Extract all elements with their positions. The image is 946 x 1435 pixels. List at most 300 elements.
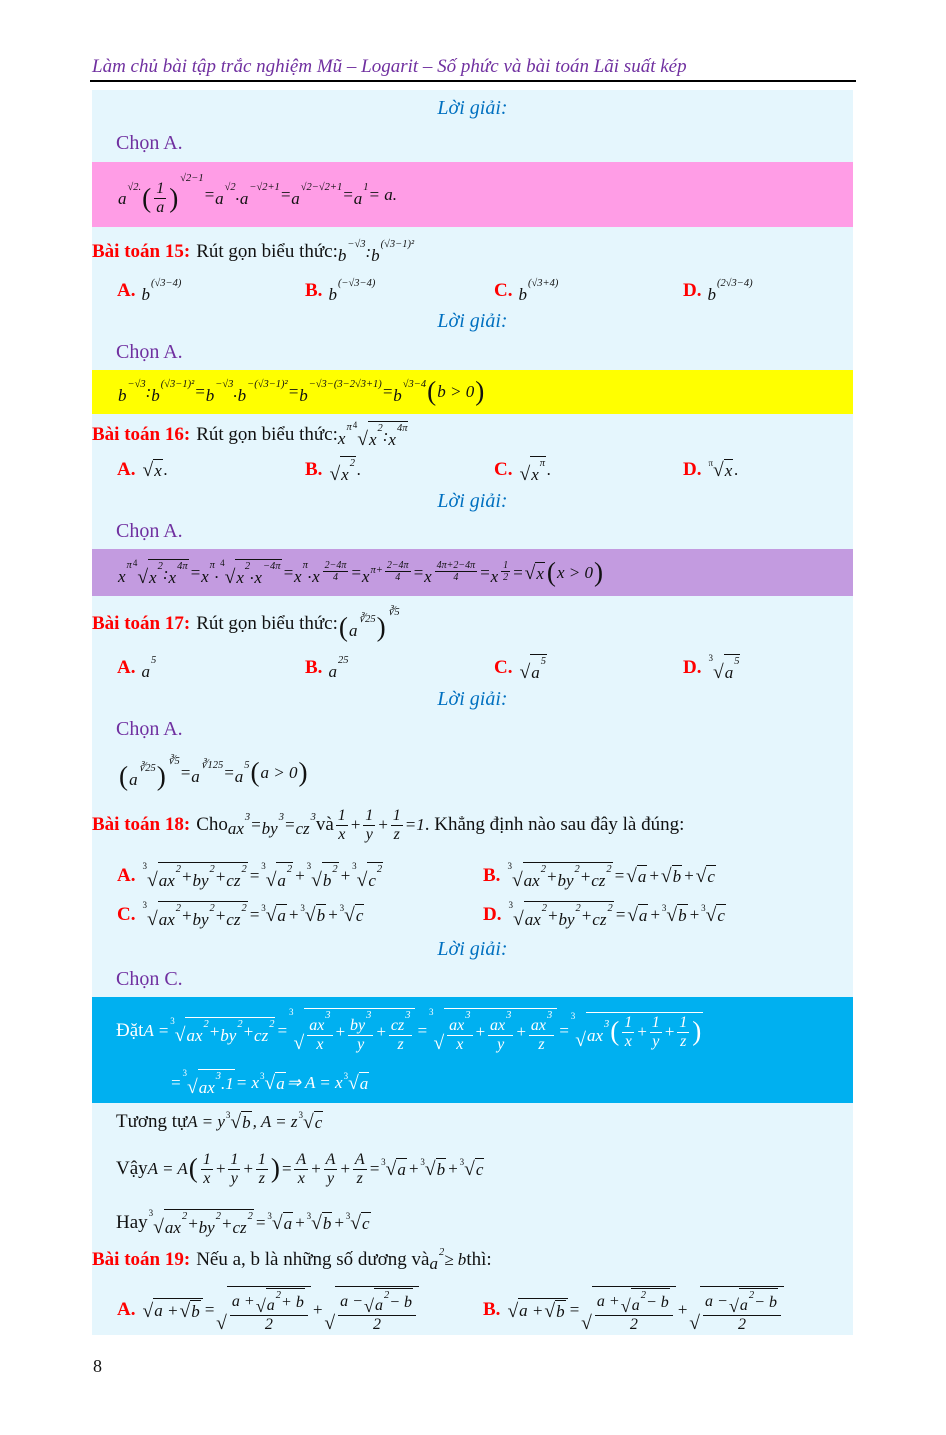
math-text: z <box>397 1036 404 1053</box>
math-text: + <box>545 867 558 887</box>
math-text: (√3−1)² <box>380 238 415 250</box>
power <box>393 379 426 406</box>
numerator <box>294 1151 308 1170</box>
math-text: π <box>539 457 546 469</box>
radical <box>216 1286 311 1333</box>
math-text: = <box>280 1159 293 1179</box>
power-base <box>491 560 499 587</box>
parenthesis: ( <box>250 757 260 788</box>
fraction <box>336 807 348 843</box>
power <box>240 182 280 209</box>
denominator <box>201 1170 212 1188</box>
power-base <box>368 864 376 891</box>
radical <box>621 1288 670 1315</box>
option-b <box>305 274 375 308</box>
radicand <box>276 904 287 926</box>
fraction <box>294 1151 308 1187</box>
solution-formula <box>170 1069 370 1098</box>
solution-formula <box>116 1209 372 1238</box>
math-text: 2 <box>629 1316 638 1333</box>
math-text: 3 <box>366 1010 372 1022</box>
power <box>531 1010 552 1035</box>
math-text: a <box>348 621 358 641</box>
power-base <box>338 239 347 266</box>
power <box>525 903 547 930</box>
problem-label: Bài toán 16: <box>92 424 191 446</box>
radical <box>182 1069 234 1098</box>
solution-heading: Lời giải: <box>437 938 508 960</box>
math-text: (√3−1)² <box>160 378 195 390</box>
math-text: = <box>279 185 292 205</box>
radical-sign-icon: √ <box>627 905 638 927</box>
math-text: a <box>156 199 165 216</box>
math-text: by <box>192 870 209 890</box>
numerator <box>385 560 411 572</box>
math-text: 4π+2−4π <box>436 559 476 571</box>
parenthesis: ( <box>142 182 152 213</box>
radical-sign-icon: √ <box>350 1213 362 1235</box>
math-text: + <box>636 1022 648 1042</box>
power-base <box>240 182 249 209</box>
power-base <box>531 1010 546 1035</box>
math-text: b <box>678 906 687 926</box>
math-text: x <box>203 1169 211 1187</box>
power <box>559 903 581 930</box>
root-index: 4 <box>132 557 138 568</box>
problem-formula <box>338 239 414 266</box>
power <box>309 1010 330 1035</box>
power-base <box>328 655 337 682</box>
power-base <box>391 1010 404 1035</box>
fraction <box>307 1010 332 1053</box>
exponent <box>269 1019 274 1031</box>
exponent <box>263 561 281 573</box>
math-text: ax <box>490 1017 506 1035</box>
fraction <box>323 560 349 583</box>
math-text: 2 <box>503 571 509 583</box>
radical <box>329 456 356 485</box>
math-text: + <box>214 906 227 926</box>
power <box>524 864 546 891</box>
power <box>388 423 407 450</box>
fraction <box>529 1010 554 1053</box>
exponent <box>346 422 351 434</box>
math-text: 2 <box>175 902 182 914</box>
math-text: . <box>214 563 220 583</box>
exponent <box>338 655 349 667</box>
radical-sign-icon: √ <box>293 1033 305 1055</box>
math-text: (−√3−4) <box>337 277 376 289</box>
math-text: x <box>388 429 396 449</box>
math-text: 1 <box>365 806 374 824</box>
answer-choice: Chọn C. <box>116 968 183 990</box>
power <box>149 561 163 588</box>
math-text: 2 <box>607 902 613 914</box>
exponent <box>128 182 142 194</box>
math-text: + <box>294 1213 306 1233</box>
math-text: √2 <box>224 181 236 193</box>
math-text: a − <box>340 1292 363 1310</box>
numerator <box>703 1288 781 1316</box>
radicand <box>361 1212 371 1234</box>
math-text: 2 <box>157 560 163 572</box>
root-index: 4 <box>352 419 358 430</box>
root-index: 3 <box>708 652 713 663</box>
math-text: ∛5 <box>387 606 400 618</box>
radical-sign-icon: √ <box>524 563 536 585</box>
math-text: a <box>359 1074 369 1094</box>
radicand <box>185 1017 275 1046</box>
radical-sign-icon: √ <box>224 566 236 588</box>
math-text: x <box>368 429 377 449</box>
radical-sign-icon: √ <box>519 661 531 683</box>
power-base <box>449 1010 464 1035</box>
math-text: cz <box>592 909 607 929</box>
exponent <box>151 278 181 290</box>
exponent <box>161 379 195 391</box>
radical <box>344 1072 370 1094</box>
option-a <box>117 1282 420 1338</box>
exponent <box>128 379 146 391</box>
math-text: + <box>181 906 193 926</box>
radical <box>507 1298 567 1322</box>
radicand <box>638 904 649 926</box>
radicand <box>322 862 339 891</box>
power <box>267 1290 281 1315</box>
numerator <box>228 1151 240 1170</box>
text-run: . Khẳng định nào sau đây là đúng: <box>424 814 685 836</box>
radical <box>346 1212 371 1234</box>
power <box>118 182 141 209</box>
math-text: b <box>205 385 215 405</box>
math-text: 1 <box>503 559 509 571</box>
power-base <box>141 655 150 682</box>
radicand <box>586 1012 703 1050</box>
power-base <box>291 182 300 209</box>
radical <box>420 1158 446 1180</box>
radical-sign-icon: √ <box>511 869 523 891</box>
radical-sign-icon: √ <box>660 866 672 888</box>
math-text: 3 <box>215 1070 222 1082</box>
exponent <box>358 614 375 626</box>
radical <box>142 862 247 891</box>
radicand <box>316 904 327 926</box>
radical <box>519 654 546 683</box>
problem-19 <box>92 1244 492 1276</box>
math-text: : <box>145 382 152 402</box>
power-base <box>424 560 432 587</box>
power <box>375 1290 389 1315</box>
root-index: 3 <box>142 899 147 910</box>
radical-sign-icon: √ <box>433 1033 445 1055</box>
root-index: 3 <box>260 1071 265 1082</box>
power-base <box>740 1290 748 1315</box>
math-text: . <box>356 460 362 480</box>
math-text: a <box>429 1253 438 1273</box>
radicand <box>396 1158 407 1180</box>
exponent <box>366 1010 371 1022</box>
math-text: cz <box>226 870 241 890</box>
parenthesis: ( <box>610 1016 620 1047</box>
power <box>323 864 338 891</box>
option-formula <box>141 278 181 305</box>
math-text: 3 <box>244 811 251 823</box>
option-formula <box>141 1286 420 1333</box>
radical-sign-icon: √ <box>137 566 149 588</box>
math-text: c <box>314 1113 323 1133</box>
math-text: + <box>377 815 389 835</box>
power <box>491 560 513 587</box>
exponent <box>309 379 382 391</box>
power-base <box>193 864 209 891</box>
exponent <box>241 903 246 915</box>
math-text: + <box>311 1300 324 1320</box>
power-base <box>531 458 539 485</box>
math-text: b <box>328 284 337 304</box>
radical <box>696 865 716 887</box>
option-formula <box>141 862 384 891</box>
denominator <box>154 199 166 217</box>
power-base <box>254 561 262 588</box>
math-text: c <box>475 1160 484 1180</box>
root-index: 3 <box>306 860 312 871</box>
radical <box>340 904 365 926</box>
power-base <box>371 239 380 266</box>
math-text: 2 <box>332 863 338 875</box>
power <box>725 656 740 683</box>
math-text: ax <box>523 870 540 890</box>
math-text: 2 <box>748 1290 755 1302</box>
math-text: x > 0 <box>556 563 594 583</box>
denominator <box>263 1316 275 1334</box>
power-base <box>129 763 138 790</box>
option-formula <box>518 654 547 683</box>
math-text: = <box>283 815 296 835</box>
power-base <box>362 560 370 587</box>
exponent <box>249 182 279 194</box>
power <box>206 379 234 406</box>
radicand <box>340 456 356 485</box>
power-base <box>587 1019 603 1046</box>
math-text: . <box>233 382 238 402</box>
root-index: 3 <box>298 1110 303 1121</box>
math-text: b <box>299 385 308 405</box>
math-text: 2 <box>175 863 182 875</box>
radicand <box>530 456 546 485</box>
problem-15 <box>92 232 414 272</box>
power-base <box>277 864 286 891</box>
power-base <box>531 656 540 683</box>
power-base <box>201 560 209 587</box>
exponent <box>338 278 375 290</box>
math-text: by <box>220 1025 237 1045</box>
denominator <box>355 1036 366 1054</box>
math-text: by <box>192 909 209 929</box>
math-text: A = y <box>187 1112 225 1132</box>
math-text: −√3 <box>215 378 234 390</box>
radical <box>662 904 688 926</box>
solution-formula <box>118 559 604 588</box>
math-text: √2−1 <box>180 173 204 185</box>
math-text: 3 <box>465 1010 471 1022</box>
math-text: a <box>129 770 138 790</box>
power-base <box>557 864 573 891</box>
math-text: + b <box>281 1293 304 1311</box>
math-text: . <box>734 460 739 480</box>
power-base <box>518 278 527 305</box>
exponent <box>528 278 558 290</box>
radical-sign-icon: √ <box>512 908 524 930</box>
math-text: + <box>579 867 592 887</box>
option-b <box>305 652 348 684</box>
math-text: 2 <box>237 1018 243 1030</box>
power-base <box>151 379 160 406</box>
problem-18 <box>92 803 684 847</box>
radicand <box>374 1288 413 1315</box>
radical-sign-icon: √ <box>689 1313 701 1335</box>
math-text: by <box>350 1017 366 1035</box>
root-index: 3 <box>381 1157 386 1168</box>
math-text: A = <box>143 1021 170 1041</box>
exponent <box>347 239 365 251</box>
math-text: b <box>371 245 380 265</box>
radicand <box>367 862 383 891</box>
option-formula <box>507 901 726 930</box>
math-text: 2 <box>275 1290 282 1302</box>
fraction <box>488 1010 513 1053</box>
math-text: 3 <box>405 1010 411 1022</box>
power <box>707 278 752 305</box>
numerator <box>391 807 403 826</box>
running-header: Làm chủ bài tập trắc nghiệm Mũ – Logarit – Số phức và bài toán Lãi suất kép <box>92 56 687 77</box>
numerator <box>677 1014 689 1033</box>
problem-label: Bài toán 17: <box>92 613 191 635</box>
math-text: 2−4π <box>386 559 409 571</box>
radical-sign-icon: √ <box>146 869 158 891</box>
exponent <box>734 656 739 668</box>
fraction <box>228 1151 240 1187</box>
power-base <box>118 182 127 209</box>
exponent <box>127 560 132 572</box>
numerator <box>622 1014 634 1033</box>
math-text: π <box>209 559 215 571</box>
math-text: a + <box>154 1301 179 1321</box>
radical <box>708 459 733 481</box>
math-text: a <box>397 1160 406 1180</box>
power <box>186 1019 208 1046</box>
power <box>159 903 181 930</box>
math-text: ax <box>158 870 175 890</box>
math-text: −√3−(3−2√3+1) <box>308 378 382 390</box>
power <box>201 560 215 587</box>
radical <box>701 904 726 926</box>
fraction <box>385 560 411 583</box>
option-label: B. <box>483 1299 501 1321</box>
exponent <box>397 423 408 435</box>
math-text: x <box>118 566 126 586</box>
radical <box>544 1300 565 1322</box>
power-base <box>524 864 540 891</box>
radical <box>627 904 648 926</box>
page-number: 8 <box>93 1356 102 1376</box>
fraction <box>230 1288 308 1333</box>
radical-sign-icon: √ <box>174 1024 186 1046</box>
math-text: b <box>151 385 160 405</box>
radical <box>179 1300 200 1322</box>
radicand <box>700 1286 784 1333</box>
math-text: 2 <box>606 863 612 875</box>
radicand <box>631 1288 670 1315</box>
radical <box>307 862 339 891</box>
exponent <box>241 864 246 876</box>
root-index: 3 <box>339 903 345 914</box>
exponent <box>403 379 426 391</box>
parenthesis: ) <box>594 557 604 588</box>
fraction <box>324 1151 338 1187</box>
math-text: ax <box>586 1025 603 1045</box>
solution-formula <box>118 173 397 216</box>
text-run: Tương tự <box>116 1111 188 1133</box>
math-text: 1 <box>392 806 401 824</box>
power-base <box>186 1019 202 1046</box>
exponent <box>540 458 545 470</box>
math-text: = <box>613 866 626 886</box>
math-text: = <box>381 382 394 402</box>
power <box>740 1290 754 1315</box>
math-text: , A = z <box>252 1112 298 1132</box>
text-run: thì: <box>466 1249 492 1271</box>
math-text: b <box>672 867 682 887</box>
power <box>338 422 352 449</box>
math-text: (√3−4) <box>150 277 182 289</box>
math-text: = <box>568 1300 581 1320</box>
power <box>199 1211 221 1238</box>
radicand <box>275 1072 286 1094</box>
radical-sign-icon: √ <box>620 1295 631 1316</box>
math-text: 4 <box>333 571 339 583</box>
root-index: 3 <box>508 899 513 910</box>
numerator <box>307 1010 332 1036</box>
power-base <box>226 864 240 891</box>
fraction <box>391 807 403 843</box>
math-text: (2√3−4) <box>716 277 753 289</box>
root-index: 3 <box>352 860 357 871</box>
power-base <box>118 756 167 790</box>
math-text: √3−4 <box>402 378 427 390</box>
radicand <box>555 1300 566 1322</box>
math-text: ax <box>449 1017 465 1035</box>
fraction <box>622 1014 634 1050</box>
exponent <box>225 182 236 194</box>
option-b <box>483 859 717 893</box>
math-text: z <box>680 1032 687 1050</box>
exponent <box>325 1010 330 1022</box>
option-formula <box>707 459 738 481</box>
power <box>391 1010 411 1035</box>
power <box>299 379 382 406</box>
numerator <box>650 1014 662 1033</box>
math-text: y <box>652 1032 660 1050</box>
numerator <box>338 1288 416 1316</box>
radical-sign-icon: √ <box>271 1213 283 1235</box>
math-text: . <box>250 564 255 584</box>
math-text: + <box>474 1022 487 1042</box>
numerator <box>488 1010 513 1036</box>
math-text: a <box>291 188 300 208</box>
radical-sign-icon: √ <box>464 1159 475 1181</box>
math-text: ax <box>309 1017 325 1035</box>
radicand <box>637 865 648 887</box>
